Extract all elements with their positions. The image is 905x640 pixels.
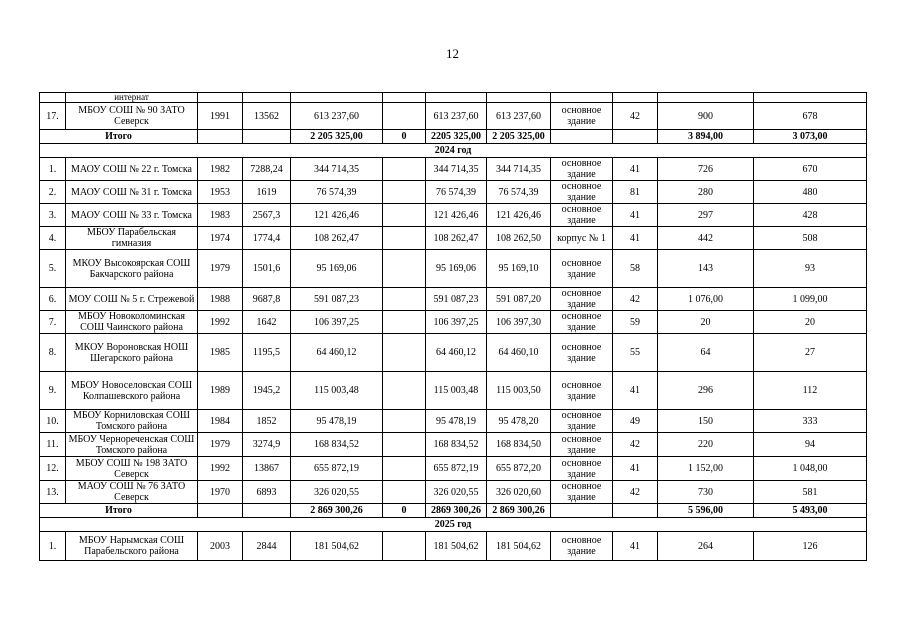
cell-cost-regional: 181 504,62 <box>426 532 487 561</box>
cell-wear-percent: 41 <box>613 227 658 250</box>
table-row <box>40 227 867 250</box>
cell-build-year: 1982 <box>198 158 243 181</box>
cell-students-actual: 333 <box>754 410 867 433</box>
total-cost-federal: 0 <box>383 130 426 144</box>
cell-build-year: 1988 <box>198 288 243 311</box>
table-body <box>40 93 867 561</box>
cell-number: 4. <box>40 227 66 250</box>
total-cost-total: 2 869 300,26 <box>291 504 383 518</box>
cell-cost-federal <box>383 372 426 410</box>
cell-wear-percent: 42 <box>613 103 658 130</box>
cell-students-actual: 20 <box>754 311 867 334</box>
total-row <box>40 130 867 144</box>
cell-cost-regional: 121 426,46 <box>426 204 487 227</box>
cell-build-year: 1992 <box>198 311 243 334</box>
cell-students-planned: 150 <box>658 410 754 433</box>
cell-wear-percent: 55 <box>613 334 658 372</box>
cell-number: 8. <box>40 334 66 372</box>
cell-cost-total: 76 574,39 <box>291 181 383 204</box>
cell-empty <box>198 504 243 518</box>
cell-students-actual: 94 <box>754 433 867 457</box>
cell-number: 11. <box>40 433 66 457</box>
cell-build-year: 1984 <box>198 410 243 433</box>
cell-students-planned: 280 <box>658 181 754 204</box>
cell-building: основное здание <box>551 158 613 181</box>
cell-school-name: МБОУ Нарымская СОШ Парабельского района <box>66 532 198 561</box>
cell-number: 17. <box>40 103 66 130</box>
cell-school-name: МБОУ СОШ № 198 ЗАТО Северск <box>66 457 198 481</box>
table-row <box>40 457 867 481</box>
cell-area: 1619 <box>243 181 291 204</box>
cell-cost-federal <box>383 103 426 130</box>
cell-students-actual: 126 <box>754 532 867 561</box>
cell-students-planned: 1 076,00 <box>658 288 754 311</box>
cell-cost-total: 115 003,48 <box>291 372 383 410</box>
continuation-name: интернат <box>66 93 198 103</box>
table-row <box>40 433 867 457</box>
total-students-planned: 3 894,00 <box>658 130 754 144</box>
cell-cost-federal <box>383 288 426 311</box>
cell-wear-percent: 41 <box>613 372 658 410</box>
table-row <box>40 532 867 561</box>
cell-students-actual: 480 <box>754 181 867 204</box>
cell-cost-federal <box>383 334 426 372</box>
cell-cost-federal <box>383 181 426 204</box>
cell-number: 1. <box>40 532 66 561</box>
cell-students-actual: 112 <box>754 372 867 410</box>
cell-building: основное здание <box>551 410 613 433</box>
cell-cost-approved: 76 574,39 <box>487 181 551 204</box>
total-cost-approved: 2 205 325,00 <box>487 130 551 144</box>
cell-building: основное здание <box>551 311 613 334</box>
cell-build-year: 1979 <box>198 433 243 457</box>
cell-cost-approved: 655 872,20 <box>487 457 551 481</box>
table-row <box>40 204 867 227</box>
cell-empty <box>243 130 291 144</box>
cell-cost-regional: 95 478,19 <box>426 410 487 433</box>
cell-cost-total: 591 087,23 <box>291 288 383 311</box>
cell-students-actual: 1 099,00 <box>754 288 867 311</box>
cell-building: основное здание <box>551 457 613 481</box>
table-row <box>40 103 867 130</box>
cell-building: основное здание <box>551 433 613 457</box>
table-row <box>40 410 867 433</box>
cell-cost-total: 168 834,52 <box>291 433 383 457</box>
cell-wear-percent: 42 <box>613 481 658 504</box>
cell-cost-approved: 168 834,50 <box>487 433 551 457</box>
continuation-row <box>40 93 867 103</box>
cell-students-planned: 442 <box>658 227 754 250</box>
cell-wear-percent: 59 <box>613 311 658 334</box>
cell-wear-percent: 41 <box>613 532 658 561</box>
cell-cost-approved: 344 714,35 <box>487 158 551 181</box>
cell-empty <box>551 130 613 144</box>
year-heading: 2025 год <box>40 518 867 532</box>
cell-cost-federal <box>383 250 426 288</box>
cell-school-name: МБОУ СОШ № 90 ЗАТО Северск <box>66 103 198 130</box>
cell-cost-total: 655 872,19 <box>291 457 383 481</box>
cell-cost-approved: 95 169,10 <box>487 250 551 288</box>
cell-building: основное здание <box>551 334 613 372</box>
cell-empty <box>613 504 658 518</box>
cell-build-year: 1989 <box>198 372 243 410</box>
cell-building: основное здание <box>551 481 613 504</box>
total-students-planned: 5 596,00 <box>658 504 754 518</box>
cell-area: 9687,8 <box>243 288 291 311</box>
total-cost-total: 2 205 325,00 <box>291 130 383 144</box>
cell-students-planned: 220 <box>658 433 754 457</box>
cell-building: основное здание <box>551 288 613 311</box>
cell-number: 10. <box>40 410 66 433</box>
cell-students-planned: 64 <box>658 334 754 372</box>
cell-build-year: 1992 <box>198 457 243 481</box>
cell-build-year: 1974 <box>198 227 243 250</box>
total-cost-regional: 2869 300,26 <box>426 504 487 518</box>
cell-school-name: МБОУ Парабельская гимназия <box>66 227 198 250</box>
cell-building: основное здание <box>551 103 613 130</box>
cell-build-year: 1953 <box>198 181 243 204</box>
cell-cost-federal <box>383 433 426 457</box>
table-row <box>40 334 867 372</box>
table-row <box>40 311 867 334</box>
cell-cost-federal <box>383 410 426 433</box>
cell-cost-regional: 613 237,60 <box>426 103 487 130</box>
cell-build-year: 1979 <box>198 250 243 288</box>
cell-school-name: МАОУ СОШ № 33 г. Томска <box>66 204 198 227</box>
cell-cost-federal <box>383 227 426 250</box>
cell-empty <box>243 504 291 518</box>
cell-cost-approved: 115 003,50 <box>487 372 551 410</box>
cell-wear-percent: 42 <box>613 433 658 457</box>
cell-cost-regional: 591 087,23 <box>426 288 487 311</box>
cell-students-actual: 678 <box>754 103 867 130</box>
cell-number: 5. <box>40 250 66 288</box>
cell-area: 13562 <box>243 103 291 130</box>
cell-build-year: 1991 <box>198 103 243 130</box>
cell-students-actual: 670 <box>754 158 867 181</box>
cell-cost-approved: 326 020,60 <box>487 481 551 504</box>
cell-area: 2844 <box>243 532 291 561</box>
cell-students-actual: 428 <box>754 204 867 227</box>
cell-cost-total: 344 714,35 <box>291 158 383 181</box>
cell-cost-regional: 64 460,12 <box>426 334 487 372</box>
cell-area: 1195,5 <box>243 334 291 372</box>
cell-school-name: МАОУ СОШ № 31 г. Томска <box>66 181 198 204</box>
cell-students-planned: 900 <box>658 103 754 130</box>
page-number: 12 <box>446 46 459 61</box>
total-label: Итого <box>40 504 198 518</box>
cell-cost-federal <box>383 158 426 181</box>
total-students-actual: 5 493,00 <box>754 504 867 518</box>
cell-cost-approved: 95 478,20 <box>487 410 551 433</box>
cell-school-name: МБОУ Новоселовская СОШ Колпашевского района <box>66 372 198 410</box>
cell-cost-regional: 115 003,48 <box>426 372 487 410</box>
cell-students-planned: 297 <box>658 204 754 227</box>
cell-students-planned: 296 <box>658 372 754 410</box>
cell-empty <box>198 130 243 144</box>
cell-build-year: 2003 <box>198 532 243 561</box>
year-heading: 2024 год <box>40 144 867 158</box>
cell-cost-regional: 655 872,19 <box>426 457 487 481</box>
cell-students-actual: 1 048,00 <box>754 457 867 481</box>
cell-cost-total: 95 478,19 <box>291 410 383 433</box>
table-row <box>40 250 867 288</box>
cell-school-name: МКОУ Вороновская НОШ Шегарского района <box>66 334 198 372</box>
cell-build-year: 1970 <box>198 481 243 504</box>
cell-cost-total: 181 504,62 <box>291 532 383 561</box>
total-cost-regional: 2205 325,00 <box>426 130 487 144</box>
cell-cost-total: 108 262,47 <box>291 227 383 250</box>
cell-area: 7288,24 <box>243 158 291 181</box>
cell-number: 12. <box>40 457 66 481</box>
cell-empty <box>613 130 658 144</box>
cell-cost-regional: 76 574,39 <box>426 181 487 204</box>
cell-number: 2. <box>40 181 66 204</box>
cell-cost-approved: 591 087,20 <box>487 288 551 311</box>
cell-area: 1945,2 <box>243 372 291 410</box>
cell-cost-approved: 108 262,50 <box>487 227 551 250</box>
cell-cost-federal <box>383 481 426 504</box>
cell-area: 1774,4 <box>243 227 291 250</box>
cell-school-name: МБОУ Чернореченская СОШ Томского района <box>66 433 198 457</box>
cell-cost-total: 106 397,25 <box>291 311 383 334</box>
table-row <box>40 481 867 504</box>
cell-students-planned: 143 <box>658 250 754 288</box>
cell-students-planned: 730 <box>658 481 754 504</box>
cell-number: 13. <box>40 481 66 504</box>
cell-area: 13867 <box>243 457 291 481</box>
cell-cost-total: 326 020,55 <box>291 481 383 504</box>
cell-empty <box>551 504 613 518</box>
cell-cost-total: 64 460,12 <box>291 334 383 372</box>
cell-wear-percent: 41 <box>613 457 658 481</box>
cell-cost-federal <box>383 311 426 334</box>
cell-area: 2567,3 <box>243 204 291 227</box>
table-row <box>40 288 867 311</box>
cell-cost-regional: 95 169,06 <box>426 250 487 288</box>
cell-cost-federal <box>383 204 426 227</box>
cell-students-actual: 581 <box>754 481 867 504</box>
table-row <box>40 372 867 410</box>
cell-wear-percent: 42 <box>613 288 658 311</box>
total-label: Итого <box>40 130 198 144</box>
total-students-actual: 3 073,00 <box>754 130 867 144</box>
cell-building: основное здание <box>551 372 613 410</box>
table-row <box>40 158 867 181</box>
cell-cost-total: 121 426,46 <box>291 204 383 227</box>
cell-cost-approved: 106 397,30 <box>487 311 551 334</box>
cell-cost-total: 613 237,60 <box>291 103 383 130</box>
cell-number: 7. <box>40 311 66 334</box>
cell-cost-federal <box>383 457 426 481</box>
cell-students-planned: 20 <box>658 311 754 334</box>
cell-cost-regional: 344 714,35 <box>426 158 487 181</box>
cell-school-name: МОУ СОШ № 5 г. Стрежевой <box>66 288 198 311</box>
cell-wear-percent: 49 <box>613 410 658 433</box>
total-row <box>40 504 867 518</box>
cell-building: корпус № 1 <box>551 227 613 250</box>
cell-area: 1642 <box>243 311 291 334</box>
cell-cost-approved: 181 504,62 <box>487 532 551 561</box>
cell-number: 9. <box>40 372 66 410</box>
cell-school-name: МАОУ СОШ № 76 ЗАТО Северск <box>66 481 198 504</box>
cell-wear-percent: 58 <box>613 250 658 288</box>
cell-building: основное здание <box>551 181 613 204</box>
cell-area: 3274,9 <box>243 433 291 457</box>
cell-wear-percent: 81 <box>613 181 658 204</box>
cell-students-planned: 726 <box>658 158 754 181</box>
total-cost-approved: 2 869 300,26 <box>487 504 551 518</box>
cell-number: 3. <box>40 204 66 227</box>
cell-cost-approved: 613 237,60 <box>487 103 551 130</box>
cell-wear-percent: 41 <box>613 204 658 227</box>
school-repair-table <box>39 92 867 561</box>
cell-school-name: МБОУ Новоколоминская СОШ Чаинского района <box>66 311 198 334</box>
cell-build-year: 1985 <box>198 334 243 372</box>
year-header-row <box>40 144 867 158</box>
cell-cost-total: 95 169,06 <box>291 250 383 288</box>
cell-school-name: МАОУ СОШ № 22 г. Томска <box>66 158 198 181</box>
cell-school-name: МКОУ Высокоярская СОШ Бакчарского района <box>66 250 198 288</box>
cell-cost-approved: 64 460,10 <box>487 334 551 372</box>
cell-building: основное здание <box>551 204 613 227</box>
cell-area: 1852 <box>243 410 291 433</box>
cell-number: 1. <box>40 158 66 181</box>
cell-students-planned: 1 152,00 <box>658 457 754 481</box>
cell-cost-regional: 168 834,52 <box>426 433 487 457</box>
cell-wear-percent: 41 <box>613 158 658 181</box>
cell-cost-regional: 106 397,25 <box>426 311 487 334</box>
cell-empty <box>40 93 66 103</box>
total-cost-federal: 0 <box>383 504 426 518</box>
cell-students-planned: 264 <box>658 532 754 561</box>
cell-students-actual: 27 <box>754 334 867 372</box>
cell-cost-approved: 121 426,46 <box>487 204 551 227</box>
year-header-row <box>40 518 867 532</box>
cell-area: 6893 <box>243 481 291 504</box>
cell-cost-regional: 326 020,55 <box>426 481 487 504</box>
cell-building: основное здание <box>551 250 613 288</box>
cell-area: 1501,6 <box>243 250 291 288</box>
cell-building: основное здание <box>551 532 613 561</box>
cell-number: 6. <box>40 288 66 311</box>
cell-students-actual: 93 <box>754 250 867 288</box>
cell-cost-federal <box>383 532 426 561</box>
table-row <box>40 181 867 204</box>
cell-students-actual: 508 <box>754 227 867 250</box>
cell-school-name: МБОУ Корниловская СОШ Томского района <box>66 410 198 433</box>
cell-build-year: 1983 <box>198 204 243 227</box>
cell-cost-regional: 108 262,47 <box>426 227 487 250</box>
